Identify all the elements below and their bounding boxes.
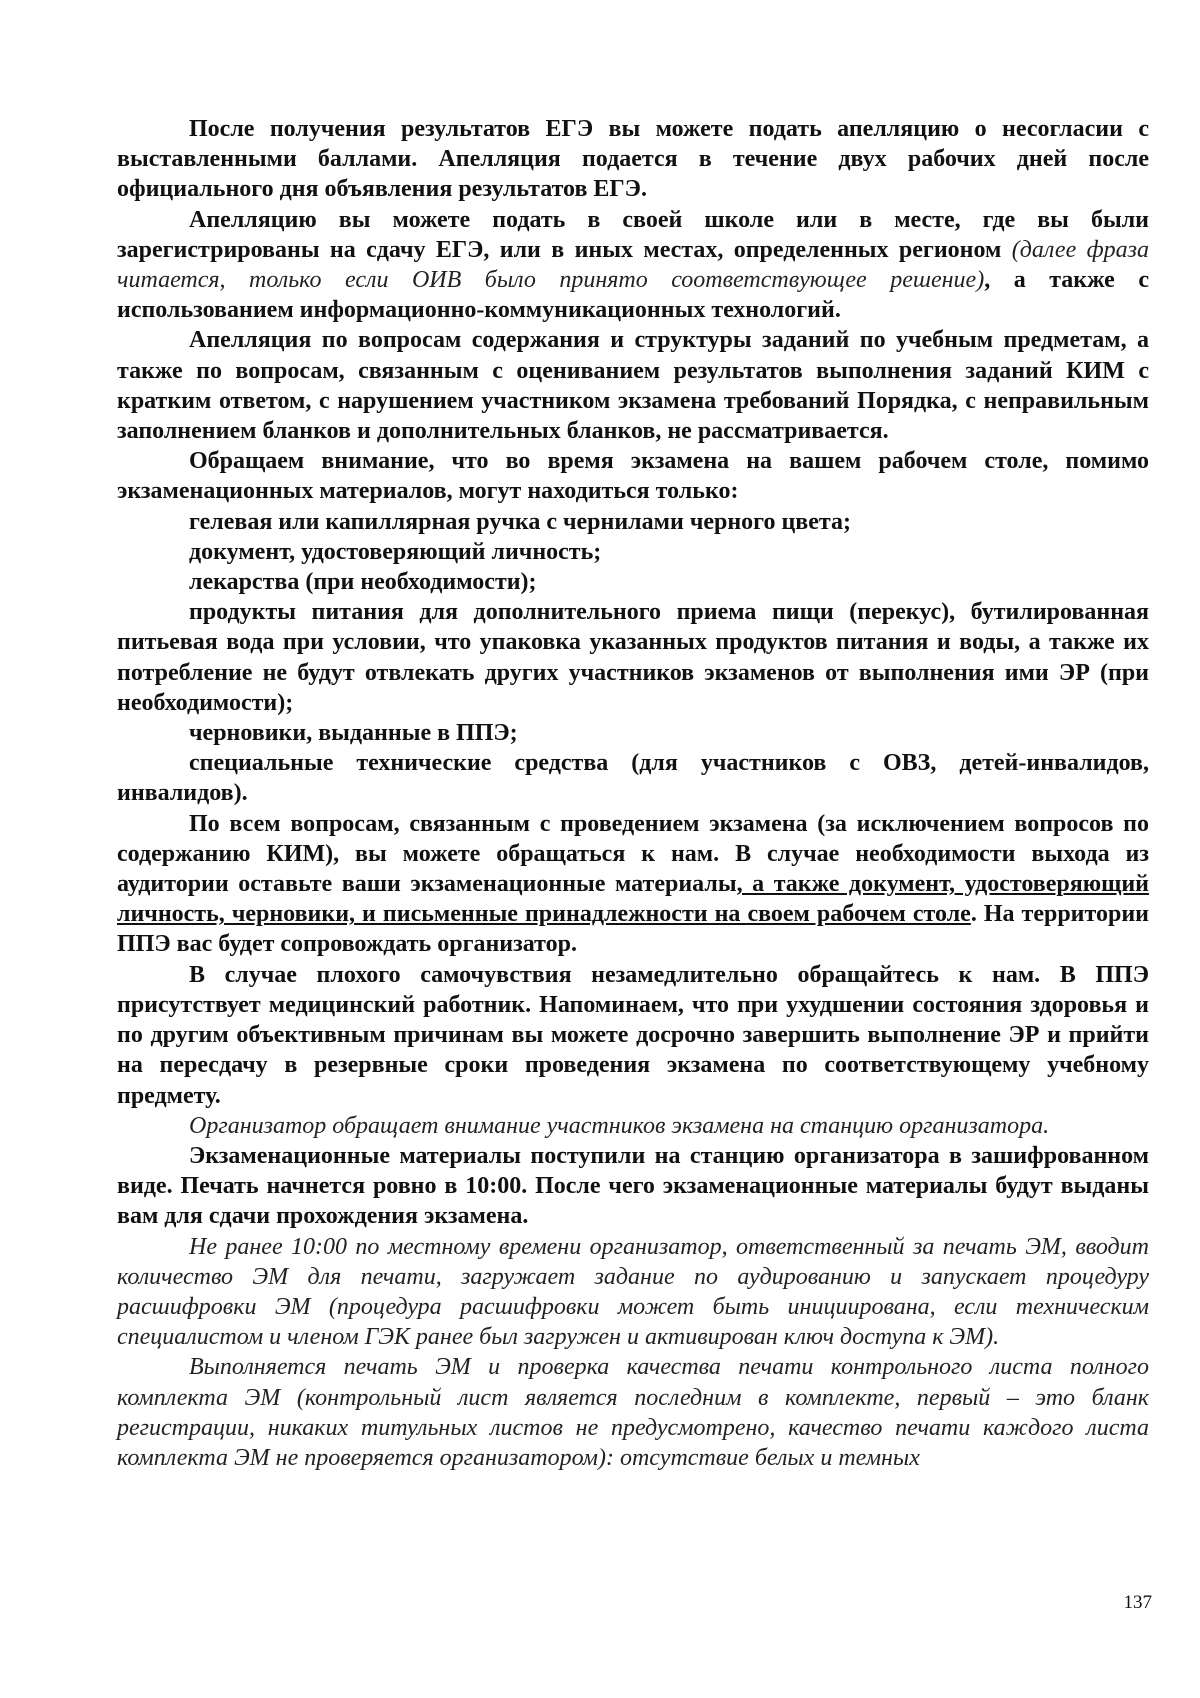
desk-item-food-water: продукты питания для дополнительного приема пищи (перекус), бутилированная питьевая вода при условии, что упаковка указанных продуктов питания и воды, а также их потребление не будут отвлекать других участников экзаменов от выполнения ими ЭР (при необходимости); bbox=[117, 599, 1149, 716]
questions-leaving-underlined: , а также документ, удостоверяющий личность, черновики, и письменные принадлежности на своем рабочем столе bbox=[117, 871, 1149, 928]
questions-leaving-text: По всем вопросам, связанным с проведением экзамена (за исключением вопросов по содержанию КИМ), вы можете обращаться к нам. В случае необходимости выхода из аудитории оставьте ваши экзаменационные материалы bbox=[117, 810, 1149, 898]
desk-item-medicine: лекарства (при необходимости); bbox=[189, 569, 537, 596]
appeal-location-note: (далее фраза читается, только если ОИВ было принято соответствующее решение) bbox=[117, 236, 1150, 294]
instruction-print-check: Выполняется печать ЭМ и проверка качества печати контрольного листа полного комплекта ЭМ (контрольный лист является последним в комплекте, первый – это бланк регистрации, никаких титульных листов не предусмотрено, качество печати каждого листа комплекта ЭМ не проверяется организатором): отсутствие белых и темных bbox=[117, 1354, 1149, 1471]
paragraph-health: В случае плохого самочувствия незамедлительно обращайтесь к нам. В ППЭ присутствует медицинский работник. Напоминаем, что при ухудшении состояния здоровья и по другим объективным причинам вы можете досрочно завершить выполнение ЭР и прийти на пересдачу в резервные сроки проведения экзамена по соответствующему учебному предмету. bbox=[117, 961, 1149, 1109]
paragraph-appeal-location bbox=[117, 205, 1149, 326]
instruction-organizer-station: Организатор обращает внимание участников экзамена на станцию организатора. bbox=[189, 1112, 1050, 1139]
appeal-location-text: Апелляцию вы можете подать в своей школе или в месте, где вы были зарегистрированы на сдачу ЕГЭ, или в иных местах, определенных регионом bbox=[117, 206, 1149, 263]
desk-item-id-document: документ, удостоверяющий личность; bbox=[189, 538, 602, 565]
paragraph-questions-leaving bbox=[117, 809, 1149, 960]
paragraph-desk-items-intro: Обращаем внимание, что во время экзамена на вашем рабочем столе, помимо экзаменационных материалов, могут находиться только: bbox=[117, 448, 1149, 505]
instruction-decryption: Не ранее 10:00 по местному времени организатор, ответственный за печать ЭМ, вводит количество ЭМ для печати, загружает задание по аудированию и запускает процедуру расшифровки ЭМ (процедура расшифровки может быть инициирована, если техническим специалистом и членом ГЭК ранее был загружен и активирован ключ доступа к ЭМ). bbox=[117, 1233, 1149, 1351]
appeal-location-text-end: , а также с использованием информационно-коммуникационных технологий. bbox=[117, 267, 1149, 324]
desk-item-pen: гелевая или капиллярная ручка с чернилами черного цвета; bbox=[189, 508, 851, 535]
desk-item-special-equipment: специальные технические средства (для участников с ОВЗ, детей-инвалидов, инвалидов). bbox=[117, 750, 1149, 807]
page-number: 137 bbox=[1123, 1592, 1152, 1613]
document-body bbox=[117, 114, 1149, 1473]
paragraph-appeal-exclusions: Апелляция по вопросам содержания и структуры заданий по учебным предметам, а также по вопросам, связанным с оцениванием результатов выполнения заданий КИМ с кратким ответом, с нарушением участником экзамена требований Порядка, с неправильным заполнением бланков и дополнительных бланков, не рассматривается. bbox=[117, 327, 1149, 445]
desk-item-drafts: черновики, выданные в ППЭ; bbox=[189, 720, 518, 747]
paragraph-appeal-intro: После получения результатов ЕГЭ вы можете подать апелляцию о несогласии с выставленными баллами. Апелляция подается в течение двух рабочих дней после официального дня объявления результатов ЕГЭ. bbox=[117, 116, 1149, 203]
questions-leaving-text-end: . На территории ППЭ вас будет сопровождать организатор. bbox=[117, 901, 1149, 958]
paragraph-materials-encrypted: Экзаменационные материалы поступили на станцию организатора в зашифрованном виде. Печать начнется ровно в 10:00. После чего экзаменационные материалы будут выданы вам для сдачи прохождения экзамена. bbox=[117, 1142, 1149, 1230]
